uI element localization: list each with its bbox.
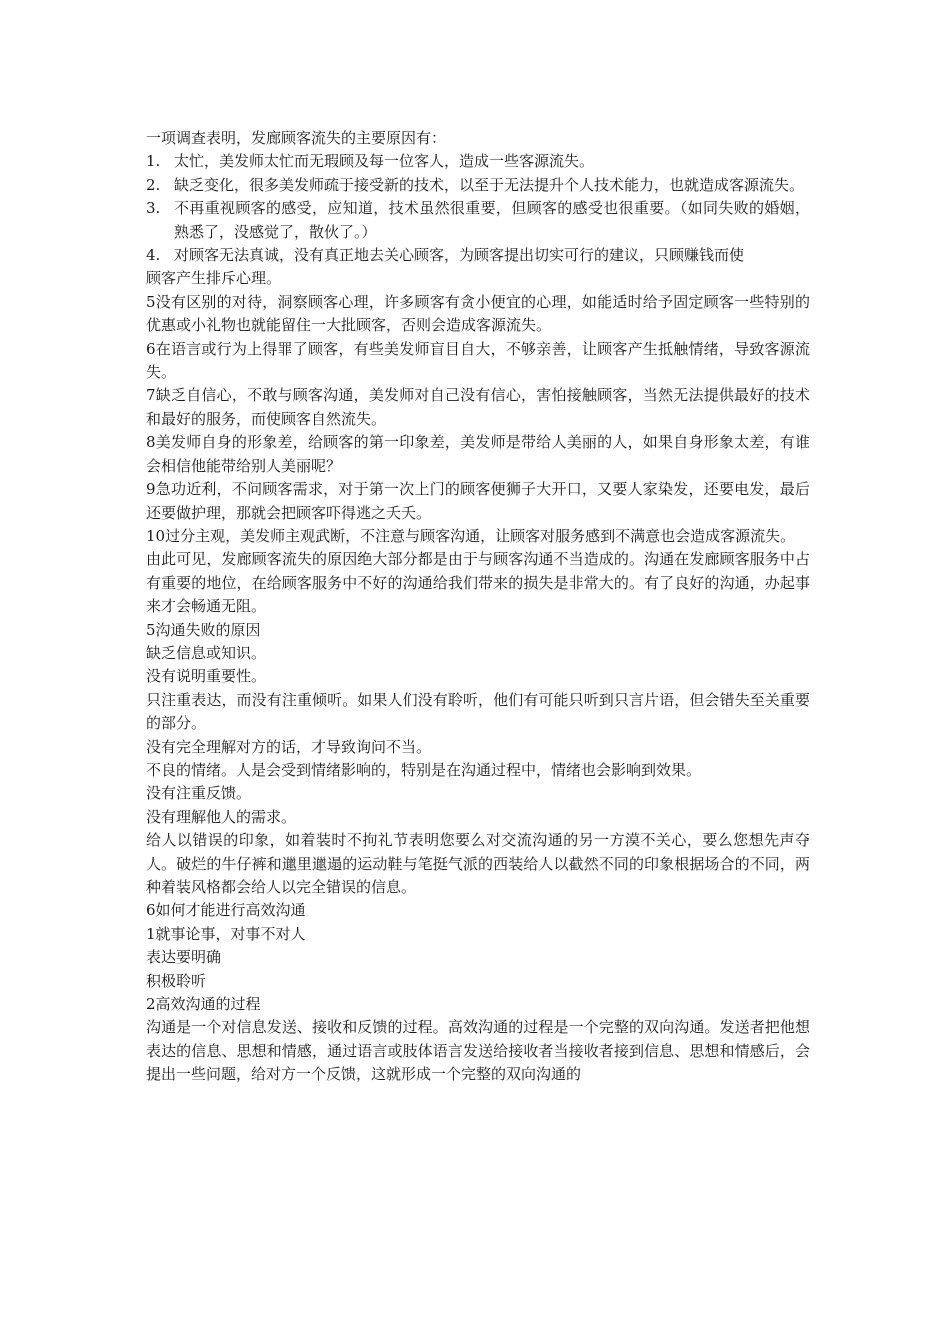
list-item: [146, 174, 810, 197]
paragraph: 顾客产生排斥心理。: [146, 269, 282, 288]
list-number: 3.: [146, 199, 161, 218]
paragraph: 缺乏信息或知识。: [146, 643, 267, 662]
paragraph: 给人以错误的印象，如着装时不拘礼节表明您要么对交流沟通的另一方漠不关心，要么您想先声夺人。破烂的牛仔裤和邋里邋遢的运动鞋与笔挺气派的西装给人以截然不同的印象根据场合的不同，两种着装风格都会给人以完全错误的信息。: [146, 831, 810, 896]
section-heading: 6如何才能进行高效沟通: [146, 901, 306, 920]
paragraph: 5没有区别的对待，洞察顾客心理，许多顾客有贪小便宜的心理，如能适时给予固定顾客一些特别的优惠或小礼物也就能留住一大批顾客，否则会造成客源流失。: [146, 292, 810, 335]
paragraph: 没有理解他人的需求。: [146, 807, 297, 826]
paragraph: 没有完全理解对方的话，才导致询问不当。: [146, 737, 432, 756]
list-item: [146, 150, 810, 173]
paragraph: 沟通是一个对信息发送、接收和反馈的过程。高效沟通的过程是一个完整的双向沟通。发送者把他想表达的信息、思想和情感，通过语言或肢体语言发送给接收者当接收者接到信息、思想和情感后，会提出一些问题，给对方一个反馈，这就形成一个完整的双向沟通的: [146, 1018, 810, 1084]
intro-line: 一项调查表明，发廊顾客流失的主要原因有：: [146, 129, 447, 147]
list-text: 缺乏变化，很多美发师疏于接受新的技术，以至于无法提升个人技术能力，也就造成客源流失。: [174, 175, 805, 194]
paragraph: 只注重表达，而没有注重倾听。如果人们没有聆听，他们有可能只听到只言片语，但会错失至关重要的部分。: [146, 690, 810, 733]
list-number: 2.: [146, 175, 161, 194]
list-text: 不再重视顾客的感受，应知道，技术虽然很重要，但顾客的感受也很重要。（如同失败的婚姻，熟悉了，没感觉了，散伙了。）: [174, 199, 810, 241]
list-text: 对顾客无法真诚，没有真正地去关心顾客，为顾客提出切实可行的建议，只顾赚钱而使: [174, 246, 745, 265]
paragraph: 6在语言或行为上得罪了顾客，有些美发师盲目自大，不够亲善，让顾客产生抵触情绪，导致客源流失。: [146, 339, 810, 382]
document-body: [146, 127, 810, 1087]
paragraph: 积极聆听: [146, 971, 207, 990]
paragraph: 9急功近利，不问顾客需求，对于第一次上门的顾客便狮子大开口，又要人家染发，还要电发，最后还要做护理，那就会把顾客吓得逃之夭夭。: [146, 480, 810, 522]
paragraph: 没有说明重要性。: [146, 667, 267, 686]
paragraph: 7缺乏自信心，不敢与顾客沟通，美发师对自己没有信心，害怕接触顾客，当然无法提供最好的技术和最好的服务，而使顾客自然流失。: [146, 386, 810, 428]
paragraph: 表达要明确: [146, 948, 222, 967]
paragraph: 8美发师自身的形象差，给顾客的第一印象差，美发师是带给人美丽的人，如果自身形象太差，有谁会相信他能带给别人美丽呢？: [146, 433, 810, 475]
section-heading: 5沟通失败的原因: [146, 620, 261, 639]
paragraph: 由此可见，发廊顾客流失的原因绝大部分都是由于与顾客沟通不当造成的。沟通在发廊顾客服务中占有重要的地位，在给顾客服务中不好的沟通给我们带来的损失是非常大的。有了良好的沟通，办起事来才会畅通无阻。: [146, 550, 810, 616]
list-number: 4.: [146, 246, 161, 265]
paragraph: 不良的情绪。人是会受到情绪影响的，特别是在沟通过程中，情绪也会影响到效果。: [146, 760, 702, 779]
list-number: 1.: [146, 152, 161, 171]
list-item: [146, 197, 810, 244]
list-item: [146, 244, 810, 267]
paragraph: 10过分主观，美发师主观武断，不注意与顾客沟通，让顾客对服务感到不满意也会造成客源流失。: [146, 526, 796, 545]
paragraph: 没有注重反馈。: [146, 784, 252, 803]
list-text: 太忙，美发师太忙而无瑕顾及每一位客人，造成一些客源流失。: [174, 152, 595, 171]
subsection-heading: 2高效沟通的过程: [146, 995, 261, 1014]
subsection-heading: 1就事论事，对事不对人: [146, 924, 306, 943]
